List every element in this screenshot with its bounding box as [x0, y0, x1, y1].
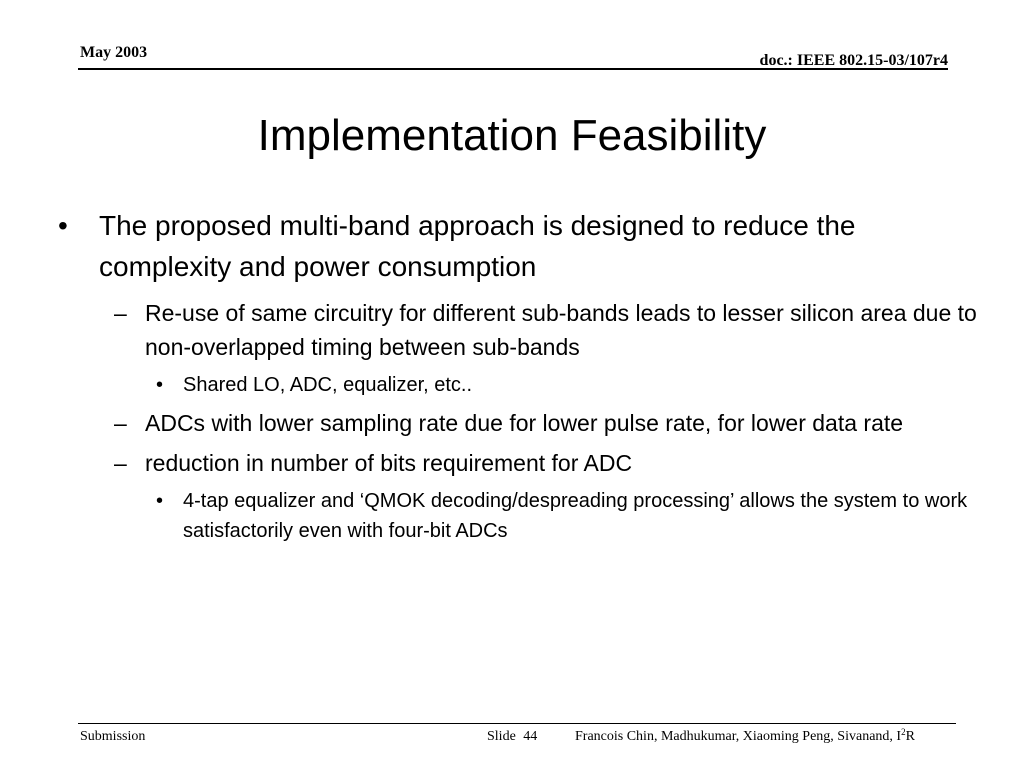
sub-bullet-item — [114, 446, 978, 480]
header-doc-id: doc.: IEEE 802.15-03/107r4 — [759, 52, 948, 69]
slide-number: 44 — [523, 729, 538, 744]
bullet-marker: • — [156, 490, 164, 512]
sub-bullet-text: Re-use of same circuitry for different sub-bands leads to lesser silicon area due to non-overlapped timing between sub-bands — [145, 300, 977, 360]
slide-title: Implementation Feasibility — [257, 111, 767, 160]
bullet-item — [58, 205, 978, 287]
footer-authors — [575, 729, 915, 745]
sub-bullet-item — [114, 296, 978, 364]
dash-marker: – — [114, 300, 127, 326]
header-divider — [78, 68, 948, 70]
footer-divider — [78, 723, 956, 724]
footer-slide-number — [487, 729, 537, 745]
slide-label: Slide — [487, 729, 516, 744]
authors-superscript: 2 — [901, 727, 906, 737]
bullet-marker: • — [156, 374, 164, 396]
dash-marker: – — [114, 450, 127, 476]
header-date: May 2003 — [80, 44, 148, 61]
dash-marker: – — [114, 410, 127, 436]
sub-bullet-item — [114, 406, 978, 440]
sub-sub-bullet-item — [156, 486, 978, 546]
slide-body — [58, 205, 978, 552]
sub-sub-bullet-text: 4-tap equalizer and ‘QMOK decoding/despreading processing’ allows the system to work satisfactorily even with four-bit ADCs — [183, 490, 968, 542]
bullet-marker: • — [58, 210, 68, 241]
bullet-text: The proposed multi-band approach is designed to reduce the complexity and power consumption — [99, 210, 856, 282]
sub-sub-bullet-text: Shared LO, ADC, equalizer, etc.. — [183, 374, 473, 396]
sub-bullet-text: ADCs with lower sampling rate due for lower pulse rate, for lower data rate — [145, 410, 904, 436]
sub-bullet-text: reduction in number of bits requirement for ADC — [145, 450, 633, 476]
authors-text: Francois Chin, Madhukumar, Xiaoming Peng, Sivanand, I — [575, 729, 902, 744]
sub-sub-bullet-item — [156, 370, 978, 400]
authors-suffix: R — [905, 729, 915, 744]
footer-submission: Submission — [80, 729, 146, 744]
